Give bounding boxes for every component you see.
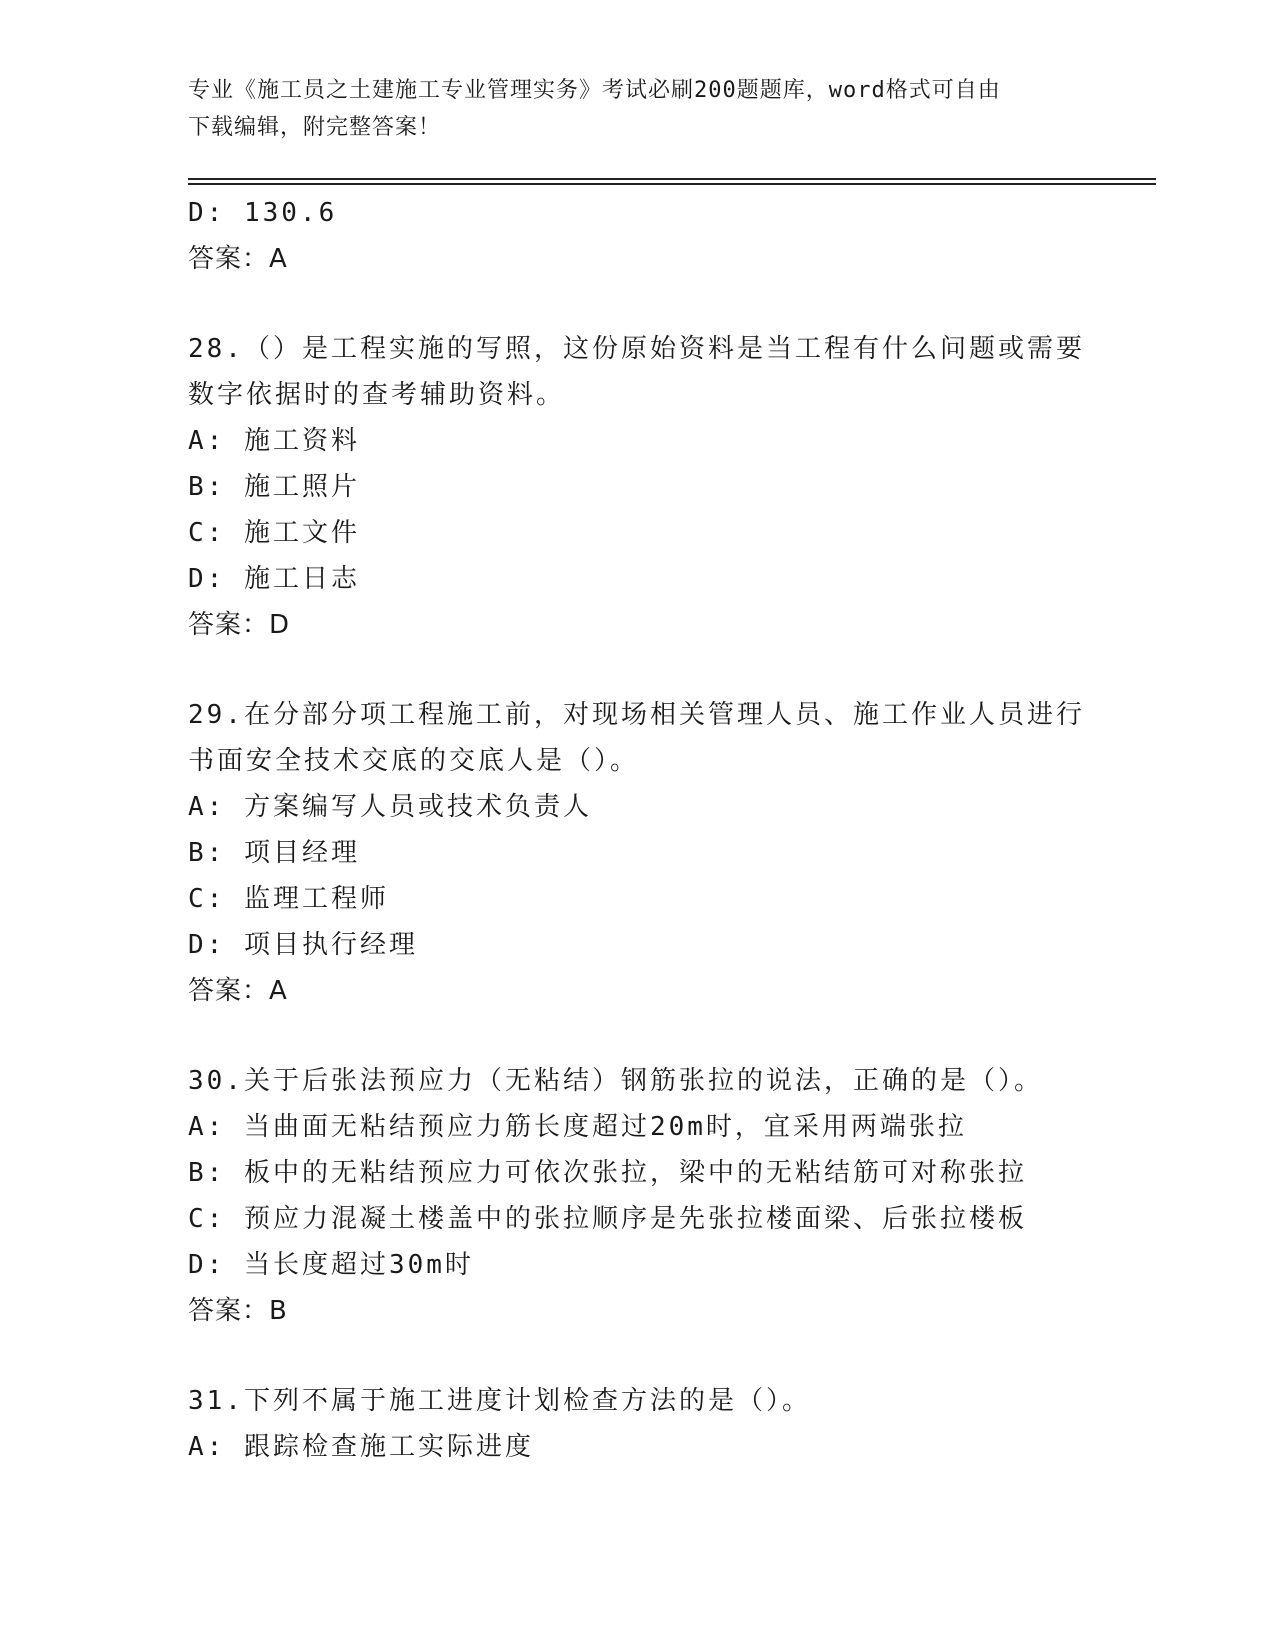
option-b: B: 板中的无粘结预应力可依次张拉，梁中的无粘结筋可对称张拉 (188, 1158, 1027, 1188)
header-divider-top (188, 178, 1156, 180)
header-divider-bottom (188, 183, 1156, 185)
answer-line: 答案：A (188, 976, 288, 1006)
question-stem: 31.下列不属于施工进度计划检查方法的是（）。 (188, 1386, 811, 1416)
question-stem: 30.关于后张法预应力（无粘结）钢筋张拉的说法，正确的是（）。 (188, 1066, 1043, 1096)
question-31 (188, 1378, 1088, 1470)
option-c: C: 施工文件 (188, 518, 360, 548)
answer-line: 答案：D (188, 610, 291, 640)
prev-question-tail (188, 190, 1088, 282)
option-a: A: 跟踪检查施工实际进度 (188, 1432, 534, 1462)
question-stem-cont: 书面安全技术交底的交底人是（）。 (188, 746, 640, 776)
option-d: D: 项目执行经理 (188, 930, 418, 960)
header-line-2: 下载编辑，附完整答案！ (188, 115, 442, 140)
option-b: B: 项目经理 (188, 838, 360, 868)
question-stem-cont: 数字依据时的查考辅助资料。 (188, 380, 566, 410)
question-28 (188, 326, 1088, 648)
option-c: C: 监理工程师 (188, 884, 389, 914)
question-30 (188, 1058, 1088, 1334)
option-a: A: 方案编写人员或技术负责人 (188, 792, 592, 822)
question-list (188, 190, 1088, 1470)
option-d: D: 130.6 (188, 198, 338, 228)
option-a: A: 当曲面无粘结预应力筋长度超过20m时，宜采用两端张拉 (188, 1112, 967, 1142)
question-29 (188, 692, 1088, 1014)
answer-line: 答案：A (188, 244, 288, 274)
header-line-1: 专业《施工员之土建施工专业管理实务》考试必刷200题题库，word格式可自由 (188, 78, 1001, 103)
option-c: C: 预应力混凝土楼盖中的张拉顺序是先张拉楼面梁、后张拉楼板 (188, 1204, 1027, 1234)
option-b: B: 施工照片 (188, 472, 360, 502)
document-header (188, 72, 1088, 146)
question-stem: 28.（）是工程实施的写照，这份原始资料是当工程有什么问题或需要 (188, 334, 1085, 364)
question-stem: 29.在分部分项工程施工前，对现场相关管理人员、施工作业人员进行 (188, 700, 1085, 730)
option-a: A: 施工资料 (188, 426, 360, 456)
option-d: D: 施工日志 (188, 564, 360, 594)
option-d: D: 当长度超过30m时 (188, 1250, 474, 1280)
answer-line: 答案：B (188, 1296, 288, 1326)
